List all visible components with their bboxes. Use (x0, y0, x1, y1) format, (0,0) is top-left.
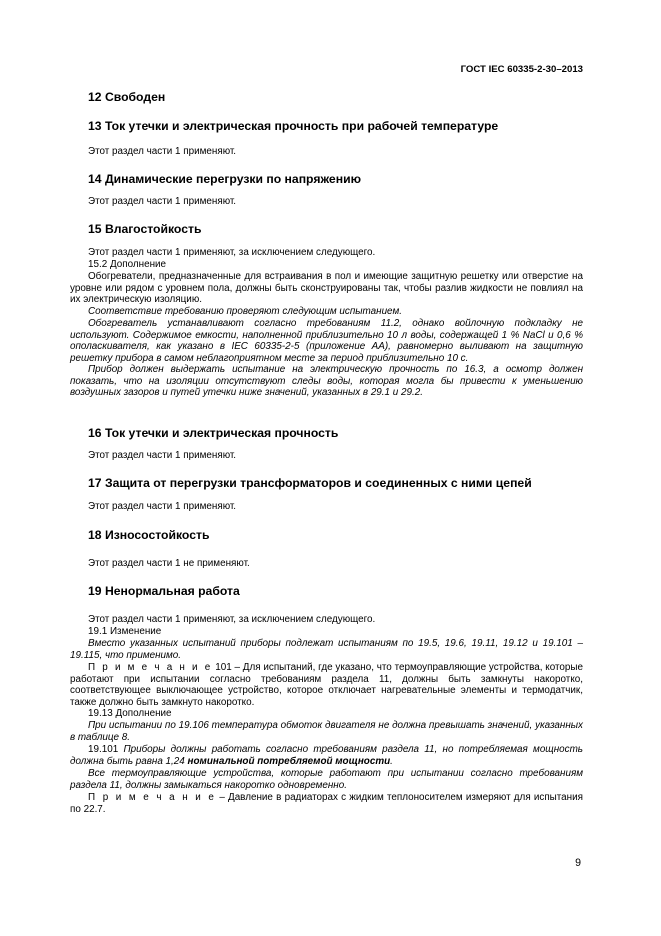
note-pressure (70, 792, 583, 815)
section-19-101: 19.101 Приборы должны работать согласно требованиям раздела 11, но потребляемая мощность должна быть равна 1,24 номинальной потребляемой мощности. (70, 744, 583, 767)
section-14-title: 14 Динамические перегрузки по напряжению (88, 172, 361, 186)
section-19-13-heading: 19.13 Дополнение (88, 708, 172, 719)
section-17-title: 17 Защита от перегрузки трансформаторов и соединенных с ними цепей (88, 476, 532, 490)
section-17-text: Этот раздел части 1 применяют. (88, 501, 237, 512)
section-15-test-result: Прибор должен выдержать испытание на электрическую прочность по 16.3, а осмотр должен показать, что на изоляции отсутствуют следы воды, которая могла бы привести к уменьшению воздушных зазоров и путей утечки ниже значений, указанных в 29.1 и 29.2. (70, 364, 583, 399)
section-15-compliance: Соответствие требованию проверяют следующим испытанием. (88, 306, 402, 317)
note-101-label: П р и м е ч а н и е (88, 662, 213, 673)
section-19-101-text: Приборы должны работать согласно требованиям раздела 11, но потребляемая мощность должна быть равна 1,24 (70, 744, 583, 767)
section-15-2-text: Обогреватели, предназначенные для встраивания в пол и имеющие защитную решетку или отверстие на уровне или рядом с уровнем пола, должны быть сконструированы так, чтобы разлив жидкости не повлиял на их электрическую изоляцию. (70, 271, 583, 306)
note-pressure-label: П р и м е ч а н и е (88, 792, 217, 803)
section-13-text: Этот раздел части 1 применяют. (88, 146, 237, 157)
section-16-title: 16 Ток утечки и электрическая прочность (88, 426, 339, 440)
standard-header: ГОСТ IEC 60335-2-30–2013 (460, 64, 583, 75)
section-19-1-text: Вместо указанных испытаний приборы подлежат испытаниям по 19.5, 19.6, 19.11, 19.12 и 19.101 – 19.115, что применимо. (70, 638, 583, 661)
section-19-13-text: При испытании по 19.106 температура обмоток двигателя не должна превышать значений, указанных в таблице 8. (70, 720, 583, 743)
rated-power-input-term: номинальной потребляемой мощности (187, 755, 391, 767)
section-19-1-heading: 19.1 Изменение (88, 626, 162, 637)
page-number: 9 (575, 857, 581, 869)
section-15-intro: Этот раздел части 1 применяют, за исключением следующего. (88, 247, 376, 258)
section-12-title: 12 Свободен (88, 90, 166, 104)
section-15-test-procedure: Обогреватель устанавливают согласно требованиям 11.2, однако войлочную подкладку не используют. Содержимое емкости, наполненной приблизительно 10 л воды, содержащей 1 % NaCl и 0,6 % ополаскивателя, как указано в IEC 60335-2-5 (приложение АА), равномерно выливают на защитную решетку прибора в самом неблагоприятном месте за период приблизительно 10 с. (70, 318, 583, 364)
section-19-title: 19 Ненормальная работа (88, 584, 240, 598)
section-18-title: 18 Износостойкость (88, 528, 210, 542)
note-101-text: 101 – Для испытаний, где указано, что термоуправляющие устройства, которые работают при испытании согласно требованиям раздела 11, должны быть замкнуты накоротко, соответствующее выключающее устройство, которое отключает нагревательные элементы и термодатчик, также должно быть замкнуто накоротко. (70, 662, 583, 708)
section-19-101-thermal-controls: Все термоуправляющие устройства, которые работают при испытании согласно требованиям раздела 11, должны замыкаться накоротко одновременно. (70, 768, 583, 791)
section-14-text: Этот раздел части 1 применяют. (88, 196, 237, 207)
section-19-101-number: 19.101 (88, 744, 119, 755)
section-15-2-heading: 15.2 Дополнение (88, 259, 167, 270)
section-15-title: 15 Влагостойкость (88, 222, 202, 236)
section-18-text: Этот раздел части 1 не применяют. (88, 558, 250, 569)
section-19-intro: Этот раздел части 1 применяют, за исключением следующего. (88, 614, 376, 625)
note-101 (70, 662, 583, 708)
section-13-title: 13 Ток утечки и электрическая прочность при рабочей температуре (88, 119, 499, 133)
note-pressure-text: – Давление в радиаторах с жидким теплоносителем измеряют для испытания по 22.7. (70, 792, 583, 815)
section-16-text: Этот раздел части 1 применяют. (88, 450, 237, 461)
